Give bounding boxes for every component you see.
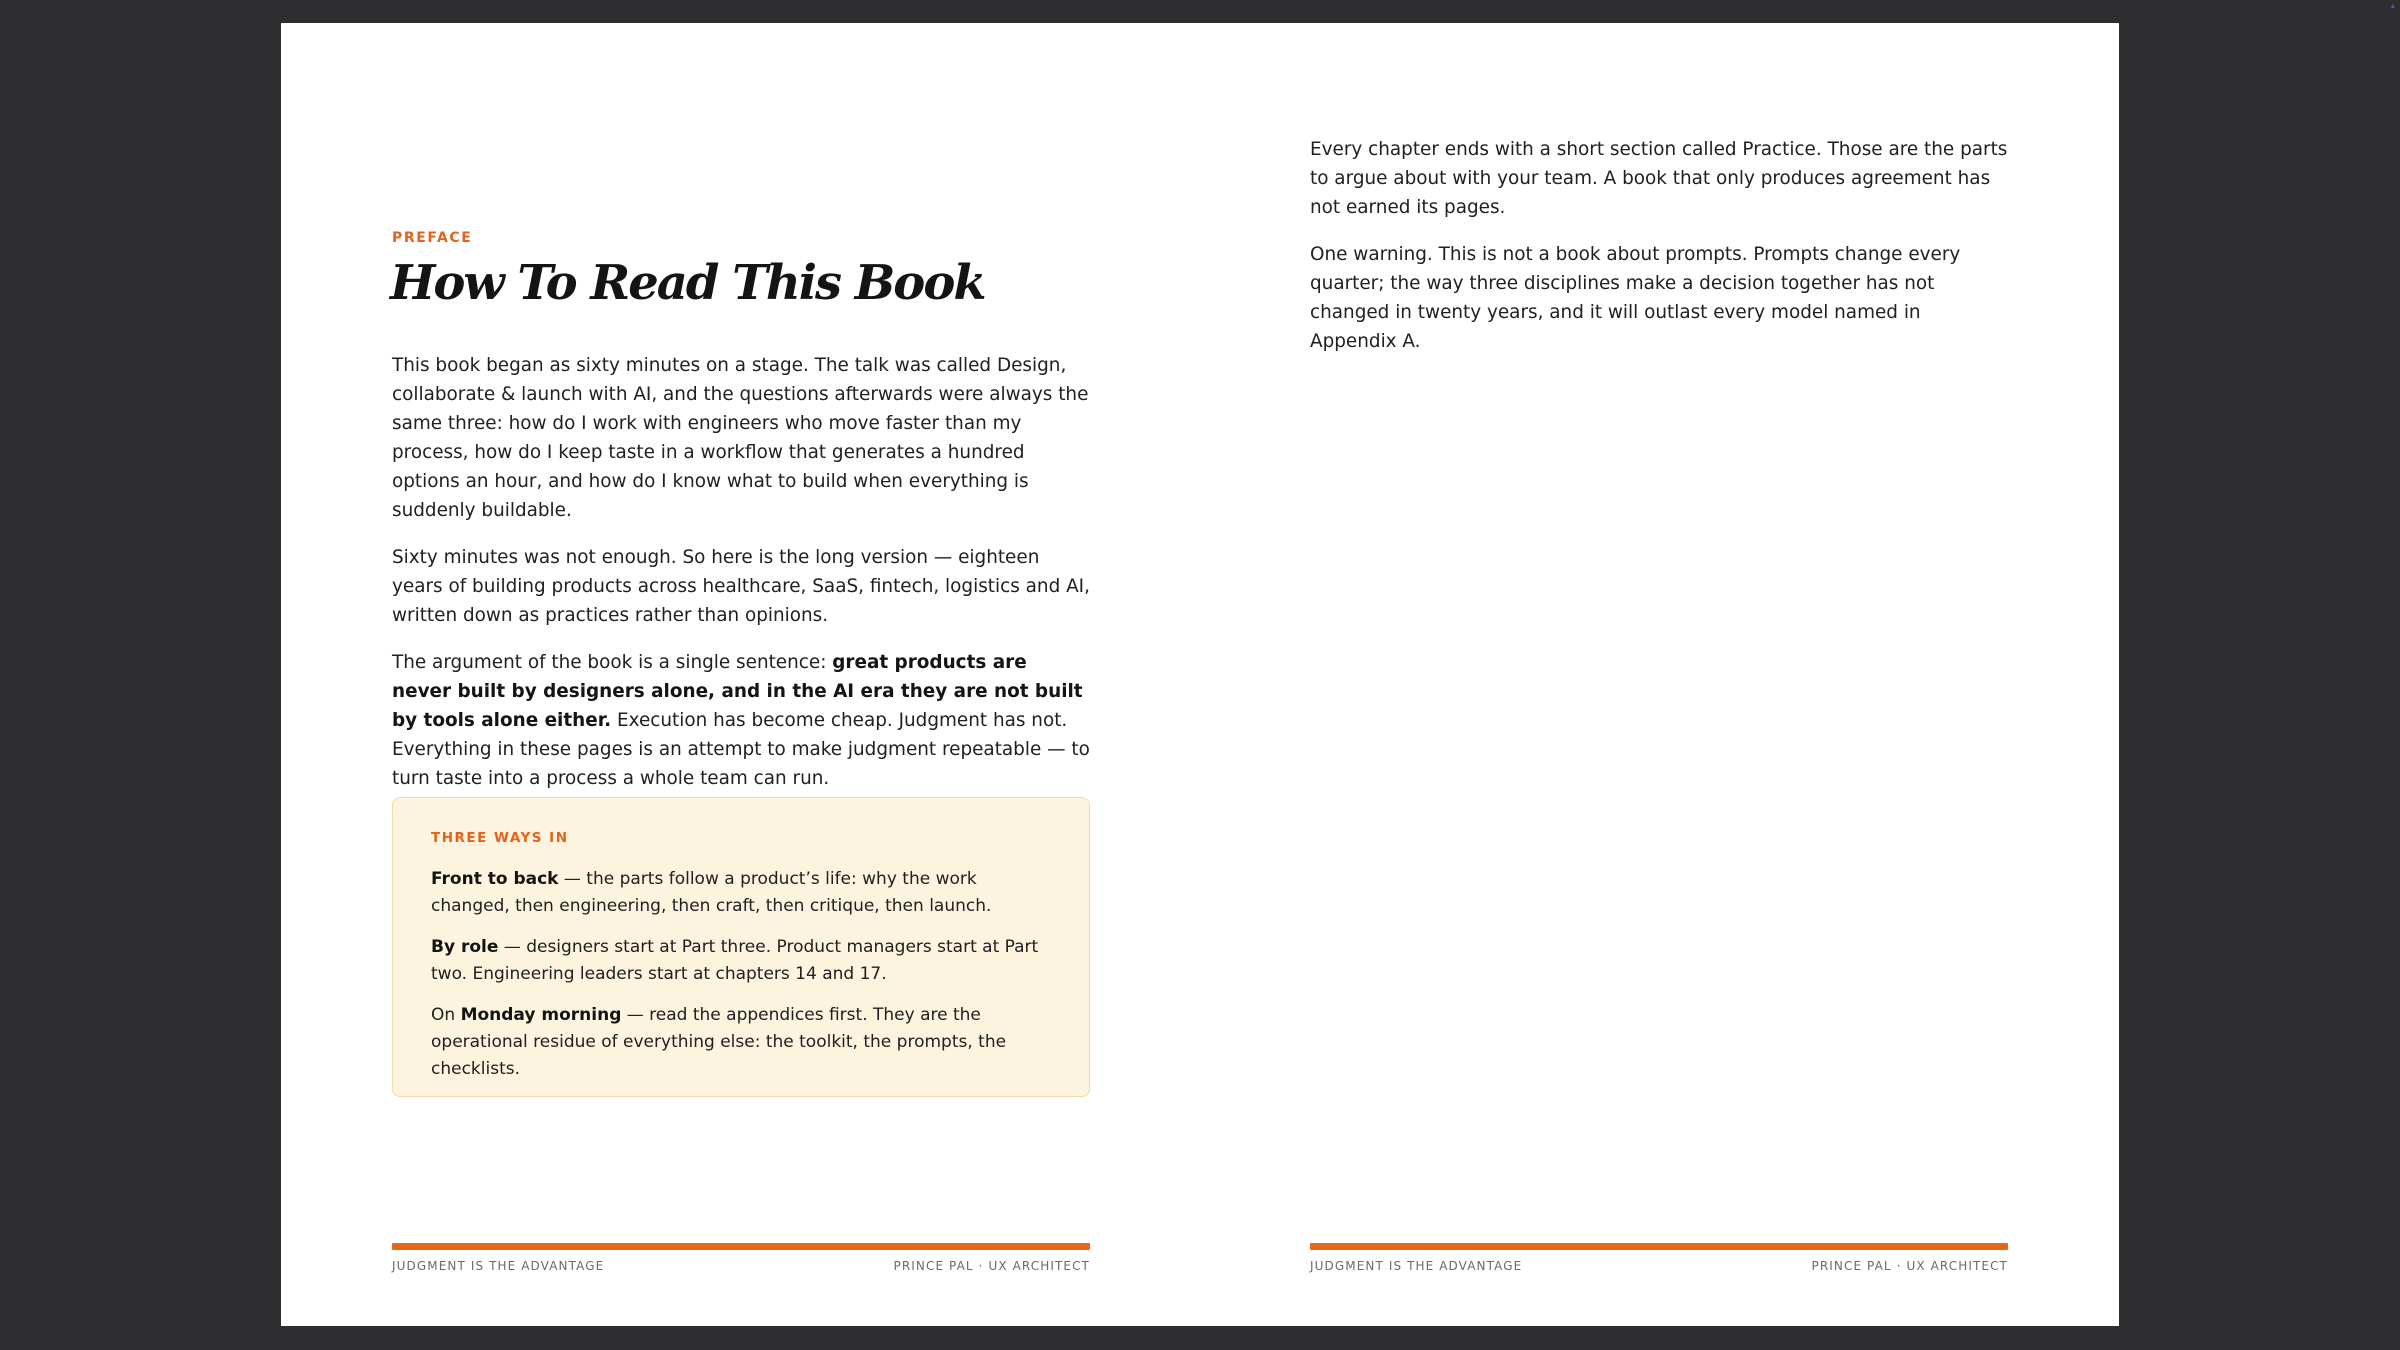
page-title: How To Read This Book [390,255,985,311]
section-eyebrow: PREFACE [392,230,473,246]
emphasis-text: great products are never built by designers alone, and in the AI era they are not built by tools alone either. [392,652,1083,731]
callout-item-text: — the parts follow a product’s life: why the work changed, then engineering, then craft, then critique, then launch. [431,869,992,916]
corner-marker-icon: ▴ [2391,1,2396,10]
callout-item [431,1002,1051,1083]
callout-item-title: Monday morning [460,1005,622,1025]
paragraph-text: The argument of the book is a single sentence: [392,652,833,673]
paragraph: Sixty minutes was not enough. So here is the long version — eighteen years of building products across healthcare, SaaS, fintech, logistics and AI, written down as practices rather than opinions. [392,547,1090,626]
paragraph-text: Execution has become cheap. Judgment has not. Everything in these pages is an attempt to make judgment repeatable — to turn taste into a process a whole team can run. [392,710,1090,789]
callout-item-title: Front to back [431,869,559,889]
page-footer [1310,1243,2008,1273]
right-page-body [1310,135,2010,374]
preface-body [392,351,1092,811]
callout-label: THREE WAYS IN [431,830,569,846]
footer-author: PRINCE PAL · UX ARCHITECT [1811,1259,2008,1273]
callout-item-text: — read the appendices first. They are the operational residue of everything else: the toolkit, the prompts, the checklists. [431,1005,1007,1079]
callout-item-text: — designers start at Part three. Product managers start at Part two. Engineering leaders start at chapters 14 and 17. [431,937,1039,984]
paragraph [392,648,1092,793]
paragraph: This book began as sixty minutes on a stage. The talk was called Design, collaborate & launch with AI, and the questions afterwards were always the same three: how do I work with engineers who move faster than my process, how do I keep taste in a workflow that generates a hundred options an hour, and how do I know what to build when everything is suddenly buildable. [392,355,1089,521]
paragraph: Every chapter ends with a short section called Practice. Those are the parts to argue about with your team. A book that only produces agreement has not earned its pages. [1310,139,2008,218]
footer-rule [1310,1243,2008,1250]
callout-item [431,934,1051,988]
left-page [392,23,1090,1326]
page-footer [392,1243,1090,1273]
callout-item-prefix: On [431,1005,461,1025]
footer-author: PRINCE PAL · UX ARCHITECT [893,1259,1090,1273]
footer-rule [392,1243,1090,1250]
paragraph: One warning. This is not a book about prompts. Prompts change every quarter; the way three disciplines make a decision together has not changed in twenty years, and it will outlast every model named in Appendix A. [1310,244,1961,352]
right-page [1310,23,2008,1326]
book-spread [281,23,2119,1326]
three-ways-callout [392,797,1090,1097]
callout-item [431,866,1051,920]
footer-book-title: JUDGMENT IS THE ADVANTAGE [1310,1259,1523,1273]
callout-item-title: By role [431,937,499,957]
footer-book-title: JUDGMENT IS THE ADVANTAGE [392,1259,605,1273]
